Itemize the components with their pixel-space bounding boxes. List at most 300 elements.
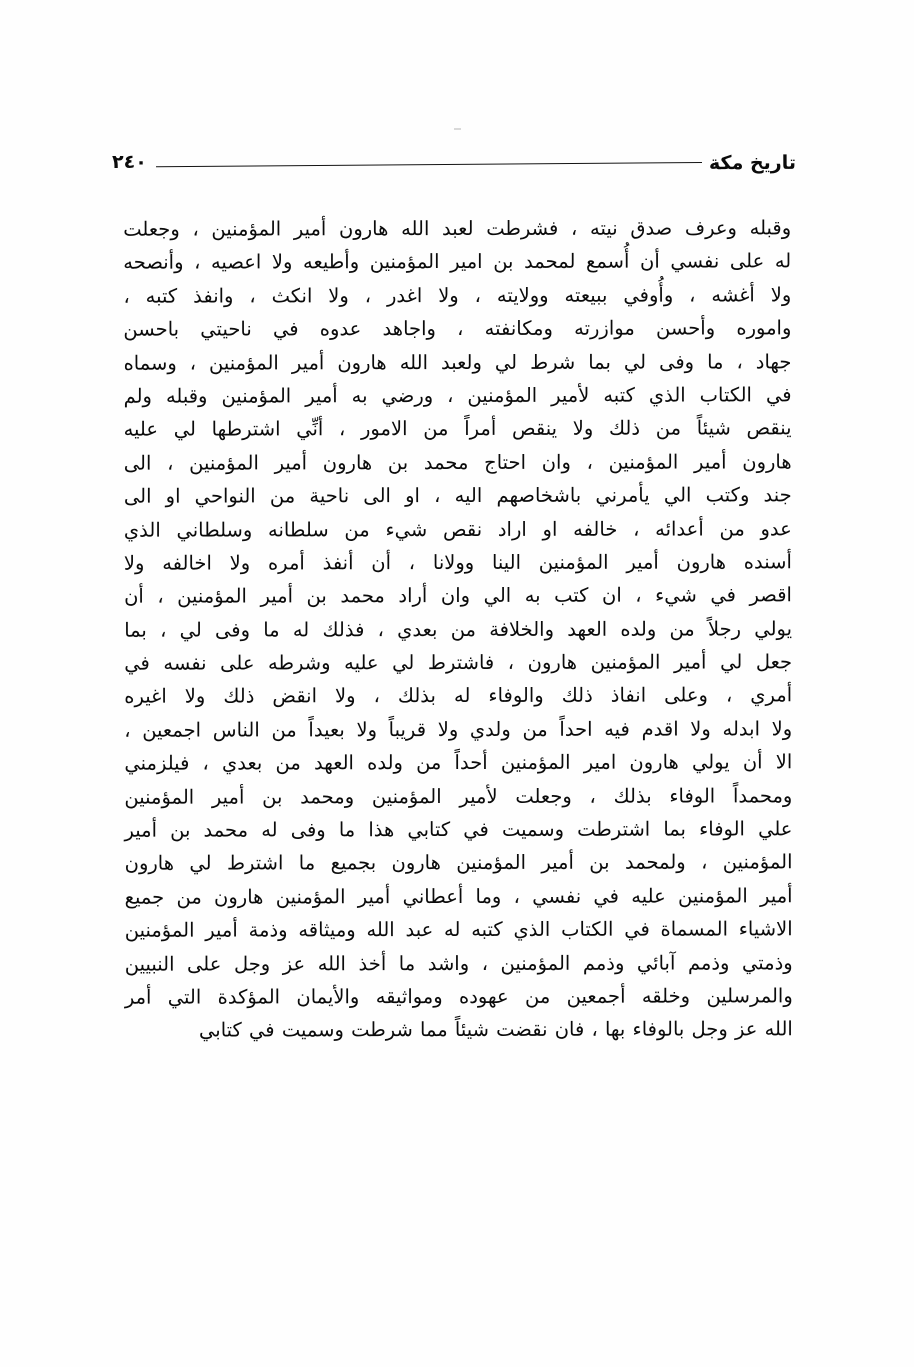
text-word: هارون (629, 750, 679, 774)
text-word: اخالفه (162, 551, 212, 575)
text-word: أمير (673, 650, 707, 674)
text-word: نفسه (163, 651, 207, 675)
text-word: فيه (604, 717, 630, 741)
text-word: من (655, 416, 682, 440)
text-word: باشخاصهم (496, 483, 582, 508)
text-word: ومحمد (300, 784, 355, 808)
text-word: خالفه (573, 517, 618, 541)
text-word: المؤمنين (371, 784, 442, 808)
text-line (123, 378, 791, 413)
text-line (124, 579, 792, 614)
text-word: ، (338, 417, 346, 441)
text-word: ولم (123, 384, 152, 408)
text-word: الي (483, 584, 512, 608)
text-word: وشرطه (268, 651, 331, 675)
text-word: المؤمنين (456, 851, 527, 875)
text-word: وأُوفي (623, 283, 674, 307)
text-word: أمير (305, 384, 338, 408)
text-word: أن (639, 249, 660, 274)
text-line (124, 512, 792, 547)
text-word: من (416, 751, 442, 775)
text-word: الله (401, 217, 430, 241)
text-word: وذمم (582, 951, 625, 975)
body-text-block (123, 211, 793, 1047)
text-word: ولا (572, 417, 594, 441)
text-word: لي (623, 350, 647, 374)
text-word: ، (408, 550, 416, 575)
text-word: هارون (391, 851, 441, 875)
text-word: يولي (754, 616, 793, 641)
text-word: ومحمداً (732, 783, 793, 808)
text-word: انكث (271, 284, 313, 308)
text-word: ولا (229, 551, 251, 575)
text-word: أمير (274, 451, 308, 475)
text-word: أمير (694, 450, 727, 474)
text-word: اشترطت (577, 817, 651, 841)
text-word: لعبد (442, 216, 474, 241)
text-word: اغدر (386, 283, 423, 307)
text-word: اليه (454, 484, 483, 508)
text-line: الله عز وجل بالوفاء بها ، فان نقضت شيئاً مما شرطت وسميت في كتابي (199, 1017, 793, 1042)
text-word: ولا (123, 551, 145, 575)
text-word: له (443, 918, 461, 942)
text-word: والمرسلين (706, 984, 793, 1008)
text-word: وقبله (165, 384, 208, 408)
text-word: المؤمنين (209, 350, 279, 375)
text-word: أخذ (358, 951, 387, 975)
text-word: ما (298, 851, 316, 875)
text-word: او (165, 484, 181, 508)
text-word: ، (447, 383, 454, 407)
text-word: أمير (211, 785, 245, 809)
text-word: بما (124, 618, 147, 642)
text-word: الذي (123, 518, 161, 542)
text-word: أنفذ (322, 551, 354, 575)
text-word: ، (377, 617, 384, 641)
text-word: ينقص (746, 416, 792, 440)
text-word: المؤمنين (189, 451, 259, 475)
text-word: الله (399, 350, 429, 374)
text-line (124, 412, 792, 447)
text-word: ذلك (608, 416, 641, 441)
text-line (124, 746, 792, 781)
text-word: الله (317, 951, 346, 975)
text-line (124, 645, 792, 680)
text-word: لي (392, 651, 415, 675)
text-word: ، (701, 850, 708, 874)
text-word: وعلى (664, 683, 708, 708)
text-word: الذي (513, 918, 551, 942)
text-word: له (453, 684, 471, 708)
scan-registration-tick (454, 128, 461, 130)
text-word: وأطيعه (302, 250, 360, 274)
text-word: في (710, 583, 736, 607)
text-word: من (669, 617, 695, 641)
text-word: في (463, 817, 489, 842)
text-word: أمير (760, 884, 793, 908)
text-word: هارون (214, 885, 264, 909)
text-word: المؤمنين (177, 584, 247, 608)
text-word: وذمتي (741, 950, 793, 974)
text-word: ولا (690, 717, 711, 741)
text-line (123, 311, 791, 346)
text-word: بعدي (397, 617, 438, 641)
text-word: المؤمنين (722, 850, 793, 874)
text-word: محمد (203, 818, 249, 842)
text-word: بعيداً (308, 718, 345, 742)
text-word: وسميت (501, 817, 565, 841)
text-word: وفى (659, 350, 695, 374)
text-word: المؤمنين (590, 650, 661, 674)
text-word: او (542, 517, 558, 541)
text-word: في (624, 917, 650, 941)
text-word: نفسي (532, 884, 582, 908)
text-word: بن (306, 584, 327, 608)
text-word: وخلقه (641, 984, 691, 1008)
text-word: كتبه (145, 284, 178, 308)
text-word: المؤمنين (124, 918, 195, 942)
text-word: أن (742, 750, 763, 774)
text-word: جعل (755, 650, 793, 674)
text-word: له (261, 818, 278, 842)
header-rule-divider (156, 162, 702, 167)
text-word: أنِّي (296, 417, 324, 441)
text-word: بعدي (221, 751, 263, 775)
text-word: أعدائه (655, 517, 704, 541)
text-word: به (524, 584, 541, 608)
text-word: نفسي (670, 249, 720, 273)
text-word: ، (635, 583, 642, 607)
text-line (125, 913, 793, 948)
text-word: ولا (356, 718, 378, 742)
text-word: ولده (367, 751, 403, 775)
text-word: جميع (124, 885, 165, 909)
text-word: ، (589, 784, 596, 808)
text-word: ان (601, 583, 622, 607)
text-word: اعصيه (210, 250, 262, 274)
text-word: المؤمنين (275, 885, 346, 909)
text-word: وان (541, 450, 571, 474)
text-word: اقصر (749, 583, 792, 607)
text-word: العهد (313, 751, 354, 775)
text-word: أغشه (711, 283, 755, 307)
text-word: كتب (554, 584, 589, 608)
text-line (124, 679, 792, 714)
text-word: هارون (338, 217, 389, 241)
text-word: ولا (184, 684, 206, 709)
text-word: ، (633, 517, 640, 541)
text-word: ببيعته (564, 283, 608, 307)
text-word: المؤمنين (211, 217, 282, 241)
text-word: ، (434, 484, 441, 508)
text-word: هارون (527, 650, 578, 674)
text-word: وفى (214, 618, 251, 642)
text-word: وذمم (687, 951, 730, 975)
text-word: ولا (271, 250, 293, 274)
text-word: المؤمنين (124, 785, 195, 809)
text-word: التي (167, 985, 202, 1009)
text-word: احتاج (484, 450, 527, 474)
text-word: شيء (385, 517, 428, 541)
text-word: ، (586, 450, 593, 474)
text-word: ، (123, 284, 130, 308)
text-word: ، (189, 351, 197, 375)
text-word: بن (589, 851, 610, 875)
text-word: أن (371, 551, 392, 575)
text-word: شيئاً (696, 416, 731, 440)
text-word: هارون (124, 852, 175, 876)
text-word: أمير (541, 851, 574, 875)
text-word: ولده (620, 617, 657, 641)
text-word: امير (583, 750, 617, 774)
text-word: أمير (291, 350, 325, 374)
text-word: ولا (770, 283, 792, 307)
text-word: علي (758, 817, 793, 841)
text-word: ، (689, 283, 696, 307)
text-line (124, 612, 792, 647)
text-word: في (272, 317, 299, 341)
text-word: في (765, 383, 792, 407)
text-word: أُسمع (585, 250, 630, 274)
text-word: الناس (212, 718, 260, 742)
text-word: بن (262, 785, 283, 809)
text-word: المؤمنين (221, 384, 292, 408)
text-word: شرط (530, 350, 576, 374)
text-word: الى (123, 484, 152, 508)
text-word: وميثاقه (298, 918, 356, 942)
text-word: وأنصحه (123, 250, 184, 275)
text-word: شيء (655, 583, 697, 607)
text-word: صدق (630, 216, 673, 240)
text-word: وان (440, 584, 471, 608)
text-word: قريباً (388, 717, 427, 742)
text-word: المسماة (660, 917, 729, 941)
text-word: وسلطاني (176, 517, 253, 542)
text-word: واشد (427, 951, 470, 975)
text-word: الاشياء (738, 917, 793, 941)
text-word: ينقص (511, 417, 558, 441)
text-word: انقض (272, 684, 318, 708)
text-word: محمد (423, 450, 469, 474)
text-word: بن (387, 450, 409, 474)
text-word: ولا (438, 283, 459, 307)
text-line (123, 245, 791, 280)
text-word: لأمير (459, 784, 498, 808)
text-word: من (269, 484, 296, 508)
text-line (124, 545, 792, 580)
text-word: المؤمنين (677, 884, 748, 908)
text-word: يولي (691, 750, 730, 774)
text-word: الينا (491, 550, 522, 574)
text-word: أراد (398, 584, 428, 608)
text-word: أمير (626, 550, 659, 574)
text-word: على (220, 651, 255, 675)
text-word: الذي (648, 383, 686, 407)
text-word: احداً (559, 717, 593, 741)
text-word: الامور (360, 417, 408, 441)
text-word: ، (474, 283, 481, 307)
text-word: فاشترط (427, 651, 495, 675)
text-word: عز (282, 951, 306, 975)
text-word: ما (398, 951, 416, 975)
text-word: الكتاب (699, 383, 752, 407)
text-word: وجل (233, 951, 271, 976)
text-word: أمره (267, 551, 305, 575)
text-word: على (187, 952, 222, 976)
text-word: آبائي (636, 951, 676, 975)
text-word: له (292, 617, 310, 642)
text-word: من (450, 617, 477, 641)
text-word: هارون (742, 450, 792, 474)
text-word: أمير (357, 884, 391, 909)
text-word: أحداً (454, 751, 488, 775)
text-word: او (405, 484, 420, 508)
text-word: بذلك (613, 784, 652, 808)
text-word: واموره (736, 316, 792, 340)
text-word: من (522, 717, 548, 741)
text-line (124, 445, 792, 480)
text-word: به (351, 384, 368, 408)
text-word: وانفذ (193, 284, 234, 308)
text-word: انفاذ (610, 684, 647, 708)
text-line (123, 345, 791, 380)
book-title: تاريخ مكة (708, 151, 797, 174)
text-word: ، (507, 650, 515, 674)
text-word: واجاهد (382, 317, 436, 341)
text-word: والخلافة (489, 617, 555, 641)
text-word: عليه (631, 884, 666, 908)
text-line (124, 846, 792, 881)
text-word: لمحمد (524, 250, 576, 274)
text-word: اقدم (641, 717, 679, 741)
text-word: هارون (337, 350, 387, 374)
text-word: المؤمنين (500, 751, 571, 775)
text-word: عليه (123, 417, 159, 442)
text-word: وولانا (432, 550, 475, 574)
text-word: من (423, 417, 449, 441)
text-word: لي (494, 350, 518, 374)
text-word: المؤمنين (467, 383, 538, 407)
text-word: اراد (497, 517, 527, 541)
text-word: فشرطت (486, 216, 559, 240)
text-word: اجمعين (142, 718, 202, 742)
text-word: ، (157, 584, 164, 608)
text-word: أمراً (464, 417, 497, 441)
text-word: ناحيتي (200, 317, 252, 341)
text-word: يأمرني (595, 483, 650, 507)
text-word: ذلك (561, 684, 593, 708)
text-word: ، (192, 217, 199, 241)
text-word: لي (179, 618, 202, 642)
text-word: أمير (293, 217, 327, 241)
text-word: ولا (771, 717, 793, 741)
text-word: وذمة (248, 918, 288, 942)
text-word: جهاد (755, 349, 792, 373)
text-word: عدو (760, 516, 792, 540)
text-word: وكتب (705, 483, 750, 507)
text-word: ، (194, 250, 201, 274)
text-line (125, 879, 793, 914)
text-word: عبد (405, 918, 434, 942)
text-word: الوفاء (669, 784, 716, 808)
text-word: لي (720, 650, 743, 674)
text-word: لي (173, 417, 196, 441)
text-word: ورضي (381, 384, 434, 408)
page-number: ٢٤٠ (112, 150, 147, 173)
text-word: العهد (567, 617, 608, 641)
text-word: وسماه (123, 351, 177, 375)
text-word: محمد (340, 584, 385, 608)
text-word: نيته (589, 216, 618, 240)
text-word: أمير (205, 918, 238, 942)
text-word: وولايته (496, 283, 549, 307)
text-word: من (275, 751, 301, 775)
text-word: ، (364, 283, 372, 307)
text-word: كتبه (603, 383, 635, 407)
text-word: الكتاب (561, 917, 614, 941)
text-line (125, 946, 793, 981)
text-line (124, 779, 792, 814)
text-word: امير (450, 250, 483, 274)
text-word: المؤمنين (500, 951, 571, 975)
text-word: النواحي (194, 484, 256, 508)
text-word: لأمير (551, 383, 590, 407)
text-word: ما (263, 618, 280, 642)
text-word: وما (475, 884, 502, 908)
text-word: ، (457, 317, 464, 341)
text-word: من (271, 718, 297, 742)
text-word: على (729, 249, 765, 273)
text-word: الي (663, 483, 692, 507)
text-word: المؤكدة (217, 985, 281, 1009)
text-word: ، (570, 216, 578, 240)
text-line (123, 278, 791, 313)
text-word: كتبه (471, 918, 503, 942)
text-word: عليه (344, 651, 379, 675)
text-word: ناحية (309, 484, 350, 508)
text-line (123, 211, 791, 246)
text-word: ولعبد (440, 350, 482, 374)
text-word: وعرف (684, 216, 737, 240)
text-word: أمير (124, 818, 158, 842)
text-word: المؤمنين (608, 450, 679, 474)
text-word: وجعلت (515, 784, 572, 808)
text-word: له (774, 249, 792, 273)
text-word: ، (160, 618, 167, 642)
text-word: ، (124, 718, 131, 742)
text-word: فذلك (322, 617, 365, 641)
text-word: بما (588, 350, 611, 374)
text-word: ابدله (722, 717, 761, 741)
text-word: هارون (322, 450, 373, 475)
text-word: أمير (260, 584, 294, 608)
text-word: أعطاني (402, 884, 464, 908)
text-word: أسنده (743, 550, 792, 574)
text-word: ولدي (469, 717, 511, 741)
text-word: من (176, 885, 202, 909)
text-word: والوفاء (488, 684, 544, 708)
text-word: الى (123, 451, 152, 475)
text-word: ولا (437, 717, 459, 741)
text-word: من (719, 516, 745, 540)
text-word: من (344, 517, 370, 541)
text-word: ، (736, 349, 743, 373)
text-word: ، (725, 683, 733, 707)
text-word: سلطانه (268, 517, 329, 541)
text-word: ، (481, 951, 489, 975)
text-word: أن (124, 584, 144, 608)
text-word: والأيمان (296, 985, 360, 1009)
